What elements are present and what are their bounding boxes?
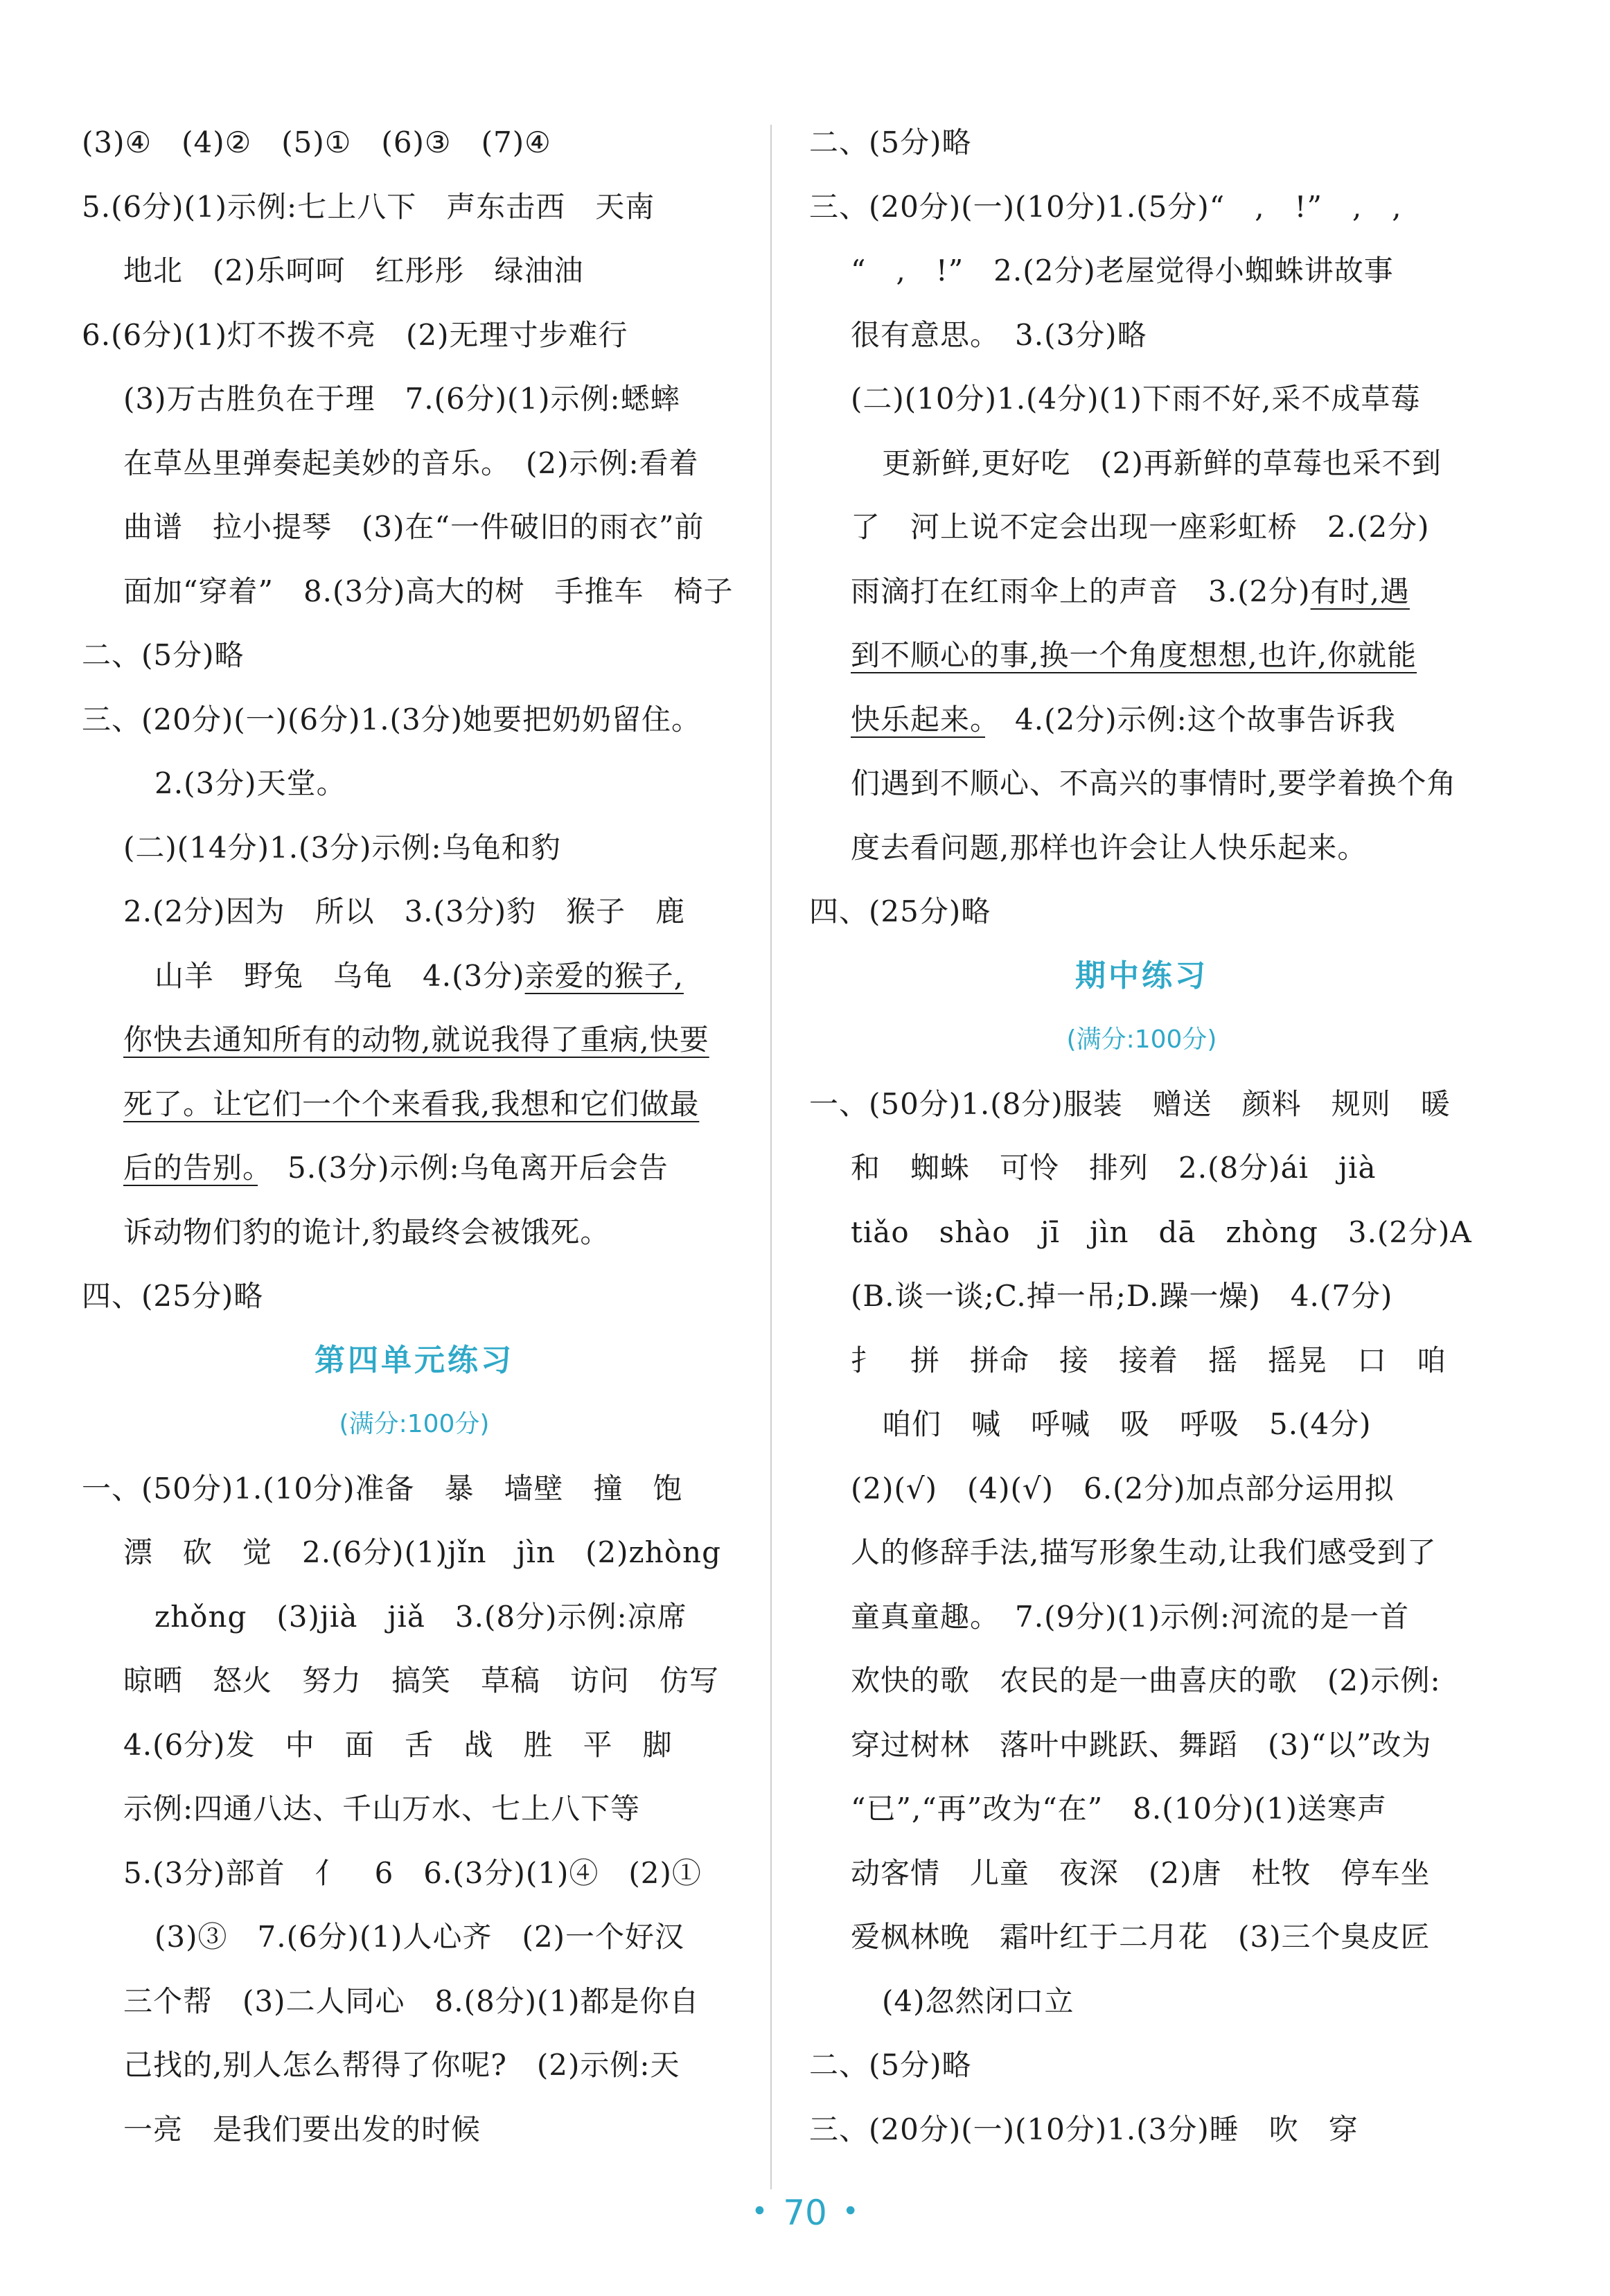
answer-line: 更新鲜,更好吃 (2)再新鲜的草莓也采不到	[882, 445, 1442, 480]
underlined-answer: 后的告别。	[123, 1151, 258, 1185]
answer-line: 爱枫林晚 霜叶红于二月花 (3)三个臭皮匠	[851, 1920, 1431, 1954]
answer-line: (3)③ 7.(6分)(1)人心齐 (2)一个好汉	[154, 1920, 685, 1954]
answer-line: 扌 拼 拼命 接 接着 摇 摇晃 口 咱	[851, 1343, 1447, 1377]
answer-line: 曲谱 拉小提琴 (3)在“一件破旧的雨衣”前	[123, 510, 705, 544]
answer-line: 雨滴打在红雨伞上的声音 3.(2分)有时,遇	[851, 574, 1410, 608]
answer-line: tiǎo shào jī jìn dā zhòng 3.(2分)A	[851, 1215, 1472, 1249]
answer-line: 们遇到不顺心、不高兴的事情时,要学着换个角	[851, 766, 1457, 800]
answer-line: (二)(10分)1.(4分)(1)下雨不好,采不成草莓	[851, 382, 1421, 416]
answer-line: (3)④ (4)② (5)① (6)③ (7)④	[82, 125, 551, 159]
answer-line: 咱们 喊 呼喊 吸 呼吸 5.(4分)	[882, 1407, 1372, 1441]
answer-line	[82, 1008, 747, 1072]
section-line: 三、(20分)(一)(10分)1.(3分)睡 吹 穿	[809, 2112, 1359, 2146]
underlined-answer: 亲爱的猴子,	[524, 958, 684, 993]
answer-line: (4)忽然闭口立	[882, 1984, 1074, 2018]
page-footer	[0, 2193, 1610, 2248]
underlined-answer: 你快去通知所有的动物,就说我得了重病,快要	[123, 1023, 709, 1057]
section-line: 一、(50分)1.(8分)服装 赠送 颜料 规则 暖	[809, 1086, 1451, 1121]
footer-dot-left: •	[751, 2196, 768, 2227]
underlined-answer: 有时,遇	[1310, 574, 1410, 608]
section-line: 二、(5分)略	[82, 638, 245, 672]
answer-line: 5.(3分)部首 亻 6 6.(3分)(1)④ (2)①	[123, 1855, 702, 1890]
answer-line	[809, 624, 1474, 688]
answer-line: 山羊 野兔 乌龟 4.(3分)亲爱的猴子,	[154, 958, 684, 993]
section-line: 二、(5分)略	[809, 2048, 972, 2082]
answer-line: zhǒng (3)jià jiǎ 3.(8分)示例:凉席	[154, 1599, 687, 1634]
answer-line: 晾晒 怒火 努力 搞笑 草稿 访问 仿写	[123, 1663, 720, 1697]
answer-line: 在草丛里弹奏起美妙的音乐。 (2)示例:看着	[123, 445, 699, 480]
section-line: 四、(25分)略	[82, 1279, 264, 1313]
full-score-note: (满分:100分)	[1066, 1025, 1217, 1054]
answer-line: (B.谈一谈;C.掉一吊;D.躁一燥) 4.(7分)	[851, 1279, 1393, 1313]
answer-line: 三个帮 (3)二人同心 8.(8分)(1)都是你自	[123, 1984, 700, 2018]
answer-line: 示例:四通八达、千山万水、七上八下等	[123, 1792, 641, 1826]
answer-line: 6.(6分)(1)灯不拨不亮 (2)无理寸步难行	[82, 317, 628, 352]
section-line: 一、(50分)1.(10分)准备 暴 墙壁 撞 饱	[82, 1471, 683, 1505]
answer-line: “ , !” 2.(2分)老屋觉得小蜘蛛讲故事	[851, 254, 1394, 288]
unit-heading: 第四单元练习	[315, 1342, 514, 1378]
answer-line: 地北 (2)乐呵呵 红彤彤 绿油油	[123, 254, 584, 288]
answer-line: 快乐起来。 4.(2分)示例:这个故事告诉我	[851, 702, 1396, 736]
section-line: 三、(20分)(一)(10分)1.(5分)“ , !” , ,	[809, 189, 1402, 224]
answer-line: 了 河上说不定会出现一座彩虹桥 2.(2分)	[851, 510, 1430, 544]
answer-line: 面加“穿着” 8.(3分)高大的树 手推车 椅子	[123, 574, 734, 608]
answer-line: 一亮 是我们要出发的时候	[123, 2112, 481, 2146]
answer-line: 童真童趣。 7.(9分)(1)示例:河流的是一首	[851, 1599, 1410, 1634]
section-line: 四、(25分)略	[809, 894, 991, 928]
answer-line	[82, 1072, 747, 1137]
column-divider	[770, 125, 772, 2189]
answer-line: 后的告别。 5.(3分)示例:乌龟离开后会告	[123, 1151, 669, 1185]
left-column	[82, 111, 747, 2162]
section-line: 二、(5分)略	[809, 125, 972, 159]
answer-line: 欢快的歌 农民的是一曲喜庆的歌 (2)示例:	[851, 1663, 1441, 1697]
full-score-note: (满分:100分)	[339, 1410, 490, 1438]
answer-line: 5.(6分)(1)示例:七上八下 声东击西 天南	[82, 189, 655, 224]
answer-line: 动客情 儿童 夜深 (2)唐 杜牧 停车坐	[851, 1855, 1431, 1890]
answer-line: (二)(14分)1.(3分)示例:乌龟和豹	[123, 830, 561, 865]
page-number: 70	[783, 2193, 827, 2233]
answer-line: 漂 砍 觉 2.(6分)(1)jǐn jìn (2)zhòng	[123, 1535, 721, 1569]
footer-dot-right: •	[842, 2196, 859, 2227]
answer-line: “已”,“再”改为“在” 8.(10分)(1)送寒声	[851, 1792, 1387, 1826]
answer-line: 诉动物们豹的诡计,豹最终会被饿死。	[123, 1215, 610, 1249]
answer-line: (2)(√) (4)(√) 6.(2分)加点部分运用拟	[851, 1471, 1395, 1505]
answer-line: 度去看问题,那样也许会让人快乐起来。	[851, 830, 1368, 865]
answer-line: 2.(2分)因为 所以 3.(3分)豹 猴子 鹿	[123, 894, 686, 928]
answer-line: 人的修辞手法,描写形象生动,让我们感受到了	[851, 1535, 1437, 1569]
section-line: 三、(20分)(一)(6分)1.(3分)她要把奶奶留住。	[82, 702, 702, 736]
underlined-answer: 死了。让它们一个个来看我,我想和它们做最	[123, 1086, 700, 1121]
midterm-heading: 期中练习	[1075, 957, 1208, 994]
answer-line: (3)万古胜负在于理 7.(6分)(1)示例:蟋蟀	[123, 382, 680, 416]
answer-line: 和 蜘蛛 可怜 排列 2.(8分)ái jià	[851, 1151, 1377, 1185]
answer-line: 4.(6分)发 中 面 舌 战 胜 平 脚	[123, 1727, 673, 1762]
answer-line: 己找的,别人怎么帮得了你呢? (2)示例:天	[123, 2048, 680, 2082]
right-column	[809, 111, 1474, 2162]
underlined-answer: 到不顺心的事,换一个角度想想,也许,你就能	[851, 638, 1417, 672]
answer-line: 穿过树林 落叶中跳跃、舞蹈 (3)“以”改为	[851, 1727, 1432, 1762]
answer-line: 2.(3分)天堂。	[154, 766, 346, 800]
underlined-answer: 快乐起来。	[851, 702, 986, 736]
answer-line: 很有意思。 3.(3分)略	[851, 317, 1147, 352]
